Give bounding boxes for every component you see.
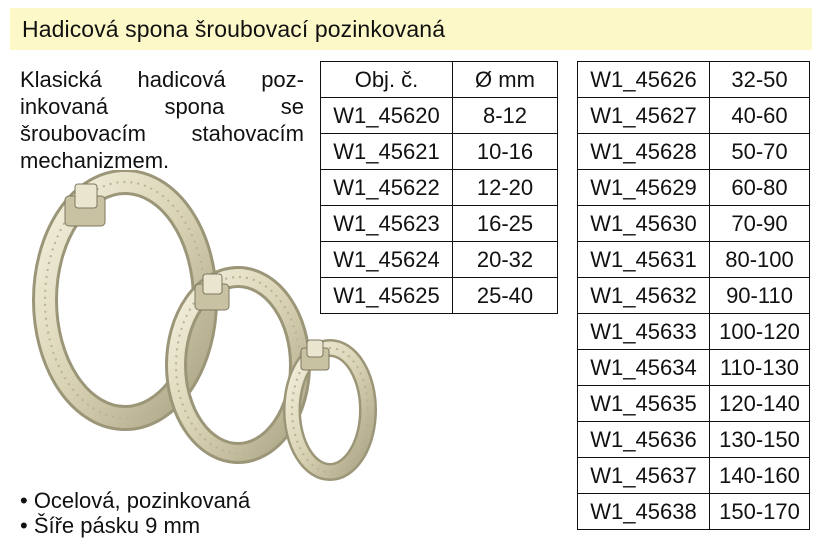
order-code: W1_45636 bbox=[578, 422, 710, 458]
diameter-range: 150-170 bbox=[710, 494, 810, 530]
diameter-range: 130-150 bbox=[710, 422, 810, 458]
table-row bbox=[321, 134, 558, 170]
description-line: Klasická hadicová poz- bbox=[20, 67, 304, 92]
order-code: W1_45634 bbox=[578, 350, 710, 386]
feature-item: • Šíře pásku 9 mm bbox=[20, 513, 201, 538]
feature-item: • Ocelová, pozinkovaná bbox=[20, 488, 251, 513]
product-description bbox=[20, 66, 304, 174]
page-title: Hadicová spona šroubovací pozinkovaná bbox=[22, 16, 446, 42]
table-row bbox=[321, 170, 558, 206]
feature-list bbox=[20, 488, 250, 538]
order-code: W1_45623 bbox=[321, 206, 453, 242]
size-table-1 bbox=[320, 61, 558, 314]
table-row bbox=[578, 386, 810, 422]
diameter-range: 90-110 bbox=[710, 278, 810, 314]
order-code: W1_45638 bbox=[578, 494, 710, 530]
order-code: W1_45630 bbox=[578, 206, 710, 242]
diameter-range: 25-40 bbox=[453, 278, 558, 314]
table-row bbox=[321, 278, 558, 314]
table-row bbox=[578, 170, 810, 206]
title-bar bbox=[10, 8, 812, 50]
table-row bbox=[578, 242, 810, 278]
column-header-code: Obj. č. bbox=[321, 62, 453, 98]
diameter-range: 140-160 bbox=[710, 458, 810, 494]
diameter-range: 16-25 bbox=[453, 206, 558, 242]
table-row bbox=[321, 206, 558, 242]
order-code: W1_45637 bbox=[578, 458, 710, 494]
column-header-diameter: Ø mm bbox=[453, 62, 558, 98]
description-line: inkovaná spona se bbox=[20, 94, 304, 119]
diameter-range: 32-50 bbox=[710, 62, 810, 98]
diameter-range: 120-140 bbox=[710, 386, 810, 422]
table-row bbox=[578, 314, 810, 350]
diameter-range: 12-20 bbox=[453, 170, 558, 206]
size-table-2 bbox=[577, 61, 810, 530]
diameter-range: 100-120 bbox=[710, 314, 810, 350]
table-row bbox=[321, 98, 558, 134]
table-row bbox=[578, 350, 810, 386]
diameter-range: 40-60 bbox=[710, 98, 810, 134]
order-code: W1_45625 bbox=[321, 278, 453, 314]
order-code: W1_45631 bbox=[578, 242, 710, 278]
order-code: W1_45626 bbox=[578, 62, 710, 98]
description-line: šroubovacím stahovacím bbox=[20, 121, 304, 146]
order-code: W1_45629 bbox=[578, 170, 710, 206]
diameter-range: 20-32 bbox=[453, 242, 558, 278]
diameter-range: 60-80 bbox=[710, 170, 810, 206]
order-code: W1_45628 bbox=[578, 134, 710, 170]
table-row bbox=[578, 98, 810, 134]
diameter-range: 10-16 bbox=[453, 134, 558, 170]
diameter-range: 70-90 bbox=[710, 206, 810, 242]
diameter-range: 8-12 bbox=[453, 98, 558, 134]
table-row bbox=[578, 422, 810, 458]
order-code: W1_45624 bbox=[321, 242, 453, 278]
order-code: W1_45632 bbox=[578, 278, 710, 314]
diameter-range: 50-70 bbox=[710, 134, 810, 170]
table-row bbox=[321, 242, 558, 278]
table-row bbox=[578, 278, 810, 314]
diameter-range: 110-130 bbox=[710, 350, 810, 386]
order-code: W1_45622 bbox=[321, 170, 453, 206]
table-row bbox=[578, 134, 810, 170]
order-code: W1_45627 bbox=[578, 98, 710, 134]
diameter-range: 80-100 bbox=[710, 242, 810, 278]
table-row bbox=[578, 206, 810, 242]
order-code: W1_45635 bbox=[578, 386, 710, 422]
table-row bbox=[578, 458, 810, 494]
order-code: W1_45620 bbox=[321, 98, 453, 134]
description-line: mechanizmem. bbox=[20, 148, 170, 173]
order-code: W1_45633 bbox=[578, 314, 710, 350]
order-code: W1_45621 bbox=[321, 134, 453, 170]
table-row bbox=[578, 494, 810, 530]
table-row bbox=[578, 62, 810, 98]
table-header-row bbox=[321, 62, 558, 98]
